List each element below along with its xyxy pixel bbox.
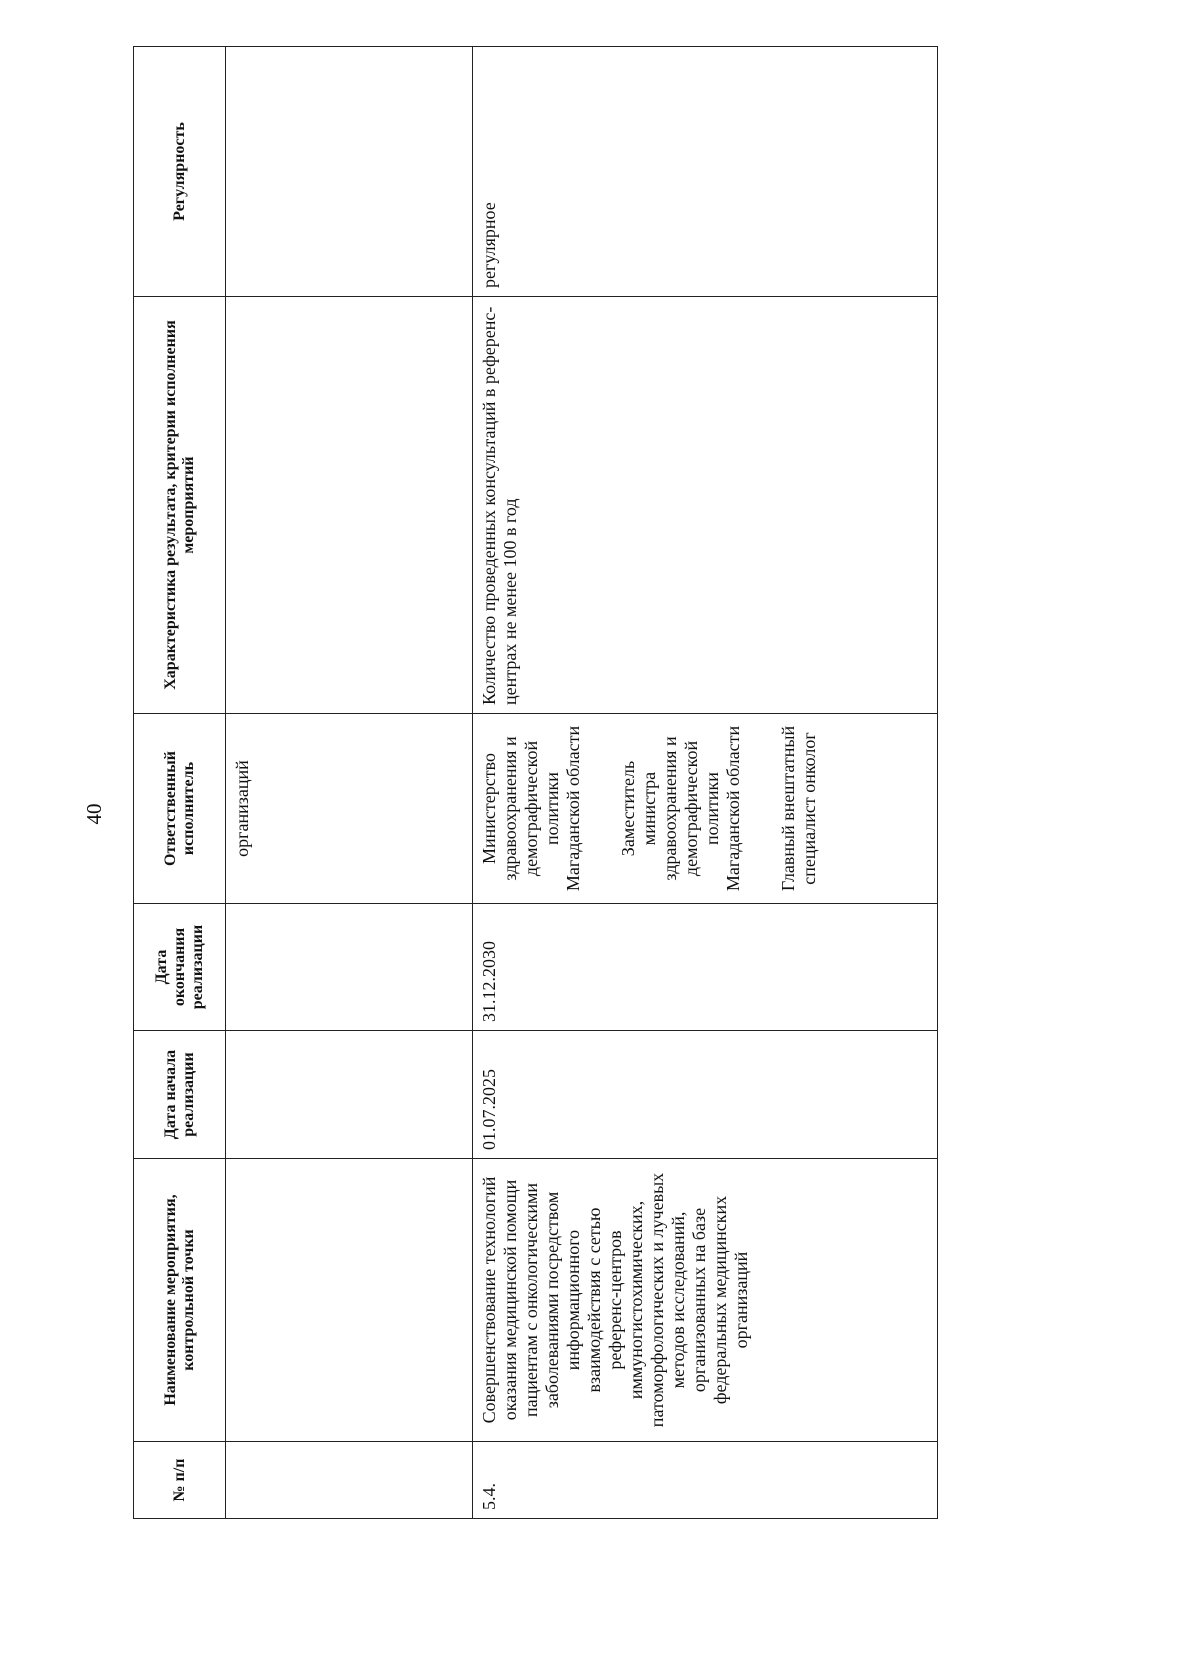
responsible-chief-specialist: Главный внештатный специалист онколог xyxy=(778,725,819,892)
header-end-date: Дата окончания реализации xyxy=(134,904,226,1031)
row-num: 5.4. xyxy=(473,1442,938,1519)
continuation-num xyxy=(226,1442,473,1519)
row-name: Совершенствование технологий оказания медицинской помощи пациентам с онкологическими заболеваниями посредством информационного взаимодействия с сетью референс-центров иммуногистохимических, патоморфологических и лучевых методов исследований, организованных на базе федеральных медицинских организаций xyxy=(473,1159,938,1442)
row-regularity: регулярное xyxy=(473,47,938,297)
continuation-name xyxy=(226,1159,473,1442)
continuation-regularity xyxy=(226,47,473,297)
landscape-table-wrapper xyxy=(133,47,938,1519)
row-end-date: 31.12.2030 xyxy=(473,904,938,1031)
page-number: 40 xyxy=(82,803,106,825)
continuation-row xyxy=(226,47,473,1519)
row-start-date: 01.07.2025 xyxy=(473,1031,938,1159)
header-name: Наименование мероприятия, контрольной точки xyxy=(134,1159,226,1442)
row-responsible xyxy=(473,714,938,904)
header-row xyxy=(134,47,226,1519)
responsible-ministry: Министерство здравоохранения и демографической политики Магаданской области xyxy=(479,725,583,892)
continuation-end xyxy=(226,904,473,1031)
table-row xyxy=(473,47,938,1519)
continuation-responsible: организаций xyxy=(226,714,473,904)
header-start-date: Дата начала реализации xyxy=(134,1031,226,1159)
row-result: Количество проведенных консультаций в референс-центрах не менее 100 в год xyxy=(473,297,938,714)
header-regularity: Регулярность xyxy=(134,47,226,297)
header-num: № п/п xyxy=(134,1442,226,1519)
continuation-start xyxy=(226,1031,473,1159)
measures-table xyxy=(133,46,938,1519)
continuation-result xyxy=(226,297,473,714)
responsible-deputy-minister: Заместитель министра здравоохранения и демографической политики Магаданской области xyxy=(618,725,743,892)
header-result: Характеристика результата, критерии исполнения мероприятий xyxy=(134,297,226,714)
header-responsible: Ответственный исполнитель xyxy=(134,714,226,904)
